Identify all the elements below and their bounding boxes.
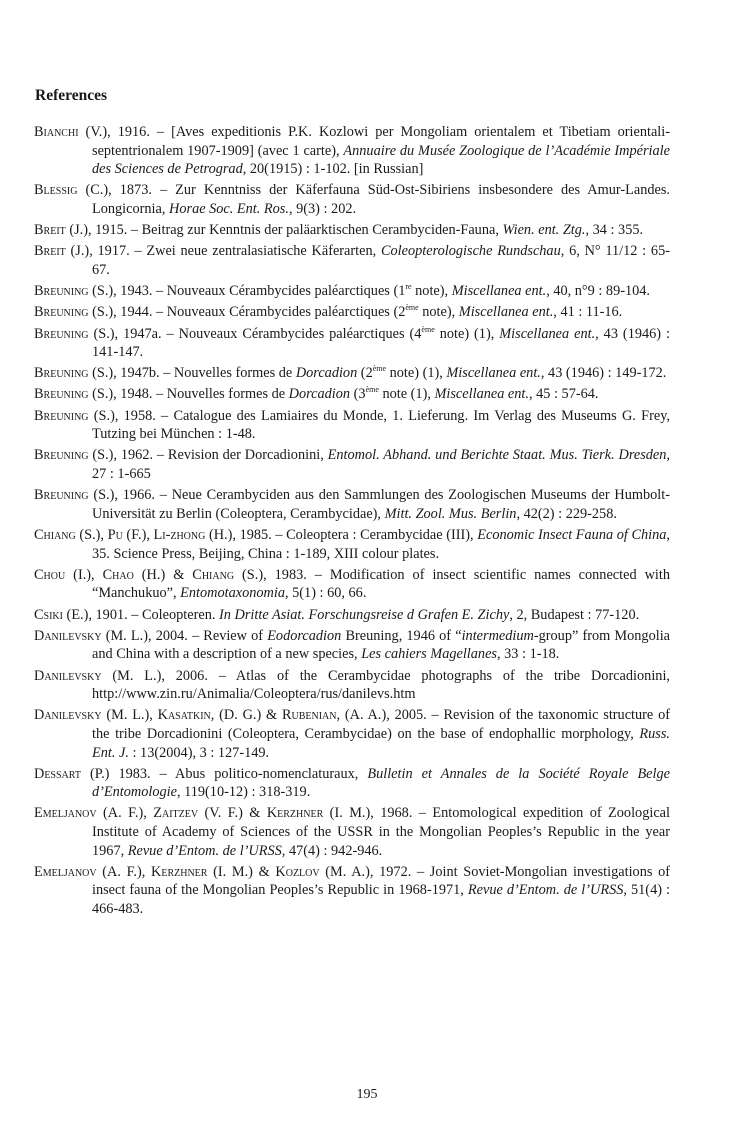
superscript-ordinal: ème	[405, 303, 419, 313]
reference-citation: , 27 : 1-665	[92, 447, 670, 483]
reference-entry-csiki-1901	[34, 606, 670, 625]
reference-entry-breuning-1943	[34, 282, 670, 301]
author-name: Emeljanov	[34, 805, 97, 822]
taxon-name: intermedium	[461, 627, 534, 644]
reference-entry-emeljanov-1972	[34, 863, 670, 919]
reference-list	[34, 123, 670, 921]
journal-title: Miscellanea ent.	[458, 304, 554, 321]
reference-entry-dessart-1983	[34, 765, 670, 802]
reference-text: (P.) 1983. – Abus politico-nomenclaturaux,	[80, 765, 368, 782]
taxon-name: Dorcadion	[288, 386, 351, 403]
author-name: Breuning	[34, 325, 89, 342]
reference-text: (S.), 1983. – Modification of insect scientific names connected with “Manchukuo”,	[92, 566, 670, 602]
author-name: Breuning	[34, 407, 89, 424]
author-name: Breuning	[34, 365, 89, 382]
reference-text: (V.), 1916. – [Aves expeditionis P.K. Kozlowi per Mongoliam orientalem et Tibetiam orientali-septentrionalem 1907-1909] (avec 1 carte),	[78, 124, 670, 159]
reference-text: (S.), 1944. – Nouveaux Cérambycides paléarctiques (2	[88, 304, 406, 321]
reference-text: note),	[411, 283, 452, 300]
reference-citation: , 33 : 1-18.	[497, 646, 560, 663]
reference-text: (M. A.), 1972. – Joint Soviet-Mongolian investigations of insect fauna of the Mongolian Peoples’s Republic in 1968-1971,	[92, 863, 670, 899]
reference-entry-breuning-1947a	[34, 325, 670, 362]
author-name: Danilevsky	[34, 627, 102, 644]
author-name: Kerzhner	[151, 863, 208, 880]
journal-title: Miscellanea ent.	[434, 386, 529, 403]
reference-text: (S.), 1947a. – Nouveaux Cérambycides paléarctiques (4	[88, 325, 422, 342]
journal-title: Horae Soc. Ent. Ros.	[169, 200, 289, 217]
reference-citation: : 13(2004), 3 : 127-149.	[128, 744, 270, 761]
reference-text: (F.),	[122, 527, 154, 543]
reference-entry-breit-1915	[34, 221, 670, 240]
author-name: Chiang	[192, 566, 235, 583]
reference-citation: , 40, n°9 : 89-104.	[546, 283, 650, 300]
reference-citation: , 6, N° 11/12 : 65-67.	[92, 243, 670, 278]
reference-entry-breuning-1966	[34, 486, 670, 523]
author-name: Kasatkin	[157, 707, 211, 724]
journal-title: Miscellanea ent.	[446, 365, 541, 382]
author-name: Li-zhong	[153, 527, 206, 543]
reference-entry-bianchi-1916	[34, 123, 670, 179]
author-name: Breuning	[34, 386, 89, 403]
journal-title: Entomotaxonomia	[180, 585, 285, 602]
author-name: Chao	[102, 566, 134, 583]
author-name: Breuning	[34, 447, 89, 464]
reference-citation: , 45 : 57-64.	[528, 386, 599, 403]
reference-text: note) (1),	[386, 365, 447, 382]
reference-text: (I. M.) &	[207, 863, 276, 880]
author-name: Blessig	[34, 182, 78, 199]
reference-text: (I. M.), 1968. – Entomological expedition of Zoological Institute of Academy of Sciences of the USSR in the Mongolian Peoples’s Republic in the year 1967,	[92, 805, 670, 859]
reference-text: (A. F.),	[96, 863, 152, 880]
journal-title: Entomol. Abhand. und Berichte Staat. Mus. Tierk. Dresden	[327, 447, 667, 464]
reference-entry-breuning-1958	[34, 407, 670, 444]
reference-citation: , 35. Science Press, Beijing, China : 1-189, XIII colour plates.	[92, 527, 670, 562]
reference-citation: , 5(1) : 60, 66.	[284, 585, 367, 602]
journal-title: Bulletin et Annales de la Société Royale Belge d’Entomologie	[92, 765, 670, 801]
reference-text: (2	[357, 365, 373, 382]
reference-entry-danilevsky-2005	[34, 706, 670, 762]
reference-citation: , 42(2) : 229-258.	[516, 505, 617, 522]
reference-text: note (1),	[378, 386, 435, 403]
journal-title: Les cahiers Magellanes	[361, 646, 497, 663]
section-heading: References	[35, 87, 108, 104]
author-name: Kozlov	[275, 863, 320, 880]
reference-text: (V. F.) &	[198, 805, 267, 822]
author-name: Kerzhner	[266, 805, 324, 822]
page-number: 195	[356, 1087, 378, 1102]
reference-text: (S.), 1966. – Neue Cerambyciden aus den Sammlungen des Zoologischen Museums der Humbolt-Universität zu Berlin (Coleoptera, Cerambycidae),	[88, 487, 670, 522]
reference-text: (E.), 1901. – Coleopteren.	[62, 606, 220, 623]
reference-entry-breuning-1962	[34, 446, 670, 483]
reference-entry-danilevsky-2006	[34, 667, 670, 704]
reference-text: (I.),	[65, 566, 103, 583]
reference-entry-breit-1917	[34, 242, 670, 279]
reference-citation: , 41 : 11-16.	[553, 304, 623, 321]
reference-text: (M. L.),	[101, 707, 158, 724]
taxon-name: Eodorcadion	[267, 627, 342, 644]
reference-text: (S.), 1947b. – Nouvelles formes de	[88, 365, 296, 382]
reference-citation: , 119(10-12) : 318-319.	[176, 784, 311, 801]
author-name: Rubenian	[281, 707, 337, 724]
journal-title: Wien. ent. Ztg.	[502, 222, 586, 239]
author-name: Csiki	[34, 606, 63, 623]
reference-entry-breuning-1944	[34, 303, 670, 322]
reference-text: , (D. G.) &	[210, 707, 282, 724]
reference-citation: , 20(1915) : 1-102. [in Russian]	[242, 161, 424, 178]
reference-citation: , 51(4) : 466-483.	[92, 882, 670, 918]
journal-title: Miscellanea ent.	[499, 325, 596, 342]
author-name: Dessart	[34, 765, 81, 782]
reference-citation: , 47(4) : 942-946.	[281, 842, 383, 859]
author-name: Chou	[34, 566, 66, 583]
reference-entry-breuning-1948	[34, 385, 670, 404]
author-name: Breit	[34, 222, 66, 239]
reference-entry-chiang-1985	[34, 526, 670, 563]
author-name: Pu	[107, 527, 123, 543]
reference-citation: , 9(3) : 202.	[288, 200, 357, 217]
superscript-ordinal: ème	[421, 324, 435, 334]
journal-title: Revue d’Entom. de l’URSS	[127, 842, 282, 859]
journal-title: Russ. Ent. J.	[92, 725, 670, 761]
reference-text: (A. F.),	[96, 805, 154, 822]
author-name: Breuning	[34, 304, 89, 321]
author-name: Chiang	[34, 527, 76, 543]
reference-text: (S.), 1948. – Nouvelles formes de	[88, 386, 289, 403]
reference-text: (S.), 1962. – Revision der Dorcadionini,	[88, 447, 328, 464]
reference-text: (H.), 1985. – Coleoptera : Cerambycidae (III),	[205, 527, 478, 543]
journal-title: Revue d’Entom. de l’URSS	[467, 882, 624, 899]
reference-text: (M. L.), 2004. – Review of	[101, 627, 268, 644]
journal-title: Mitt. Zool. Mus. Berlin	[384, 505, 517, 522]
superscript-ordinal: re	[405, 282, 412, 292]
reference-text: (J.), 1917. – Zwei neue zentralasiatische Käferarten,	[65, 243, 381, 260]
reference-text: , (A. A.), 2005. – Revision of the taxonomic structure of the tribe Dorcadionini (Coleoptera, Cerambycidae) on the base of endophallic morphology,	[92, 707, 670, 742]
reference-text: (S.), 1943. – Nouveaux Cérambycides paléarctiques (1	[88, 283, 406, 300]
journal-title: Miscellanea ent.	[451, 283, 547, 300]
journal-title: Coleopterologische Rundschau	[380, 243, 561, 260]
journal-title: Annuaire du Musée Zoologique de l’Académie Impériale des Sciences de Petrograd	[92, 142, 670, 178]
reference-text: note) (1),	[434, 325, 500, 342]
reference-text: Breuning, 1946 of “	[341, 627, 462, 644]
reference-citation: , 34 : 355.	[585, 222, 644, 239]
superscript-ordinal: ème	[365, 385, 379, 395]
journal-title: In Dritte Asiat. Forschungsreise d Grafen E. Zichy	[219, 606, 510, 623]
author-name: Bianchi	[34, 124, 79, 140]
reference-text: (S.), 1958. – Catalogue des Lamiaires du Monde, 1. Lieferung. Im Verlag des Museums G. Frey, Tutzing bei München : 1-48.	[88, 407, 670, 443]
superscript-ordinal: ème	[372, 364, 387, 374]
author-name: Breit	[34, 243, 66, 260]
author-name: Breuning	[34, 283, 89, 300]
reference-text: note),	[418, 304, 459, 321]
author-name: Breuning	[34, 487, 89, 504]
author-name: Danilevsky	[34, 707, 102, 724]
reference-text: -group” from Mongolia and China with a description of a new species,	[92, 627, 671, 663]
reference-text: (3	[350, 386, 366, 403]
reference-entry-chou-1983	[34, 566, 670, 603]
reference-entry-emeljanov-1968	[34, 804, 670, 860]
reference-text: (M. L.), 2006. – Atlas of the Cerambycidae photographs of the tribe Dorcadionini, http://www.zin.ru/Animalia/Coleoptera/rus/danilevs.htm	[92, 667, 670, 703]
reference-entry-breuning-1947b	[34, 364, 670, 383]
reference-text: (C.), 1873. – Zur Kenntniss der Käferfauna Süd-Ost-Sibiriens insbesondere des Amur-Landes. Longicornia,	[77, 182, 670, 217]
taxon-name: Dorcadion	[295, 365, 358, 382]
author-name: Danilevsky	[34, 667, 102, 684]
reference-citation: , 43 (1946) : 141-147.	[92, 325, 670, 361]
reference-citation: , 2, Budapest : 77-120.	[509, 606, 640, 623]
journal-title: Economic Insect Fauna of China	[477, 527, 667, 543]
reference-text: (H.) &	[133, 566, 193, 583]
author-name: Emeljanov	[34, 863, 97, 880]
reference-entry-blessig-1873	[34, 181, 670, 218]
reference-text: (J.), 1915. – Beitrag zur Kenntnis der paläarktischen Cerambyciden-Fauna,	[65, 222, 503, 239]
reference-text: (S.),	[75, 527, 108, 543]
reference-entry-danilevsky-2004	[34, 627, 670, 664]
author-name: Zaitzev	[153, 805, 199, 822]
reference-citation: , 43 (1946) : 149-172.	[540, 365, 667, 382]
